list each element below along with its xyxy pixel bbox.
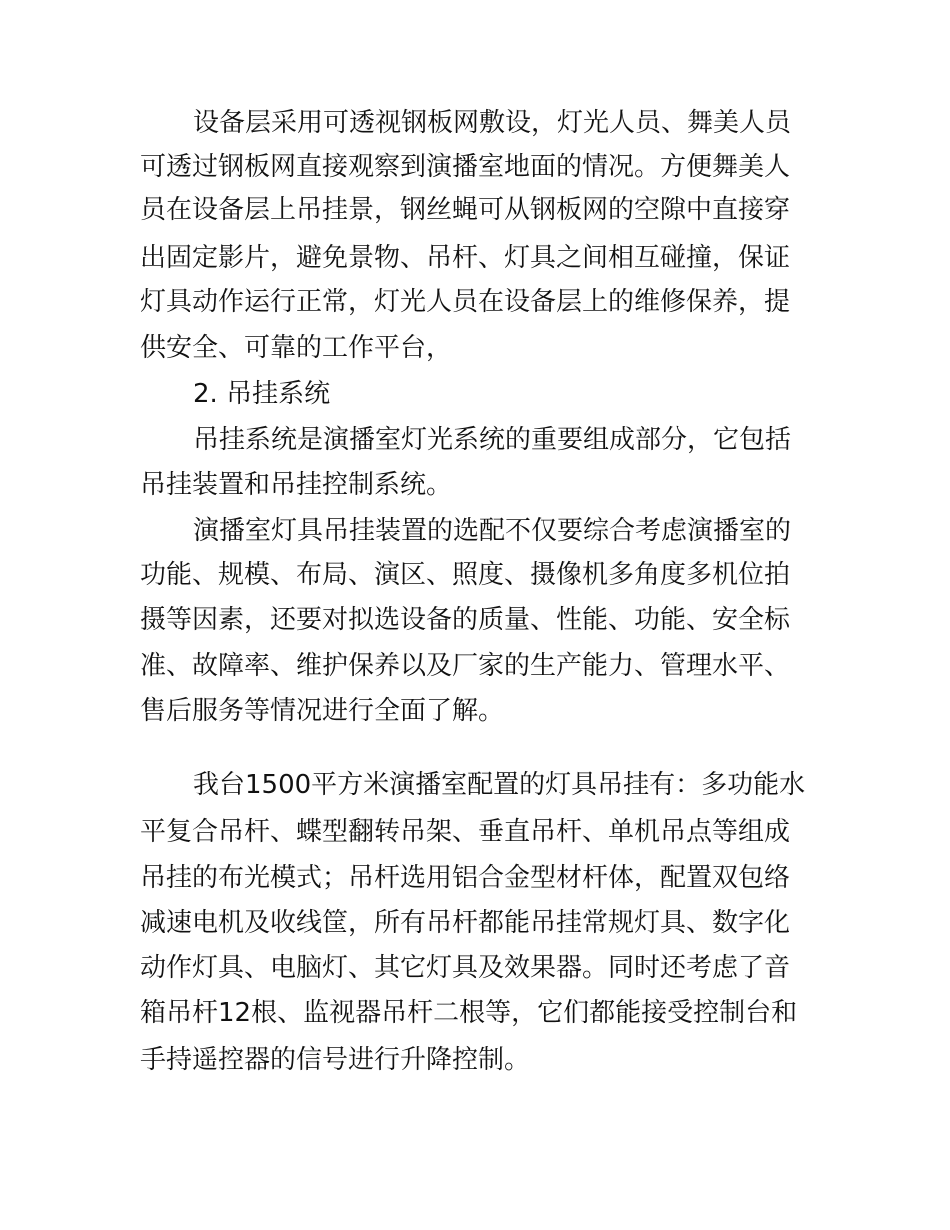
paragraph-3-line-2 [0,555,950,595]
paragraph-3-line-5 [0,691,950,731]
paragraph-4-line-2 [0,812,950,852]
text: 功能、规模、布局、演区、照度、摄像机多角度多机位拍 [140,560,791,590]
paragraph-3-line-1 [0,511,950,551]
section-heading-2 [0,374,950,414]
text: 吊挂系统是演播室灯光系统的重要组成部分，它包括 [193,425,792,455]
paragraph-4-line-6 [0,993,950,1033]
paragraph-4-line-3 [0,858,950,898]
paragraph-1-line-4 [0,238,950,278]
text: 减速电机及收线筐，所有吊杆都能吊挂常规灯具、数字化 [140,908,791,938]
text: 售后服务等情况进行全面了解。 [140,696,505,726]
text: 出固定影片，避免景物、吊杆、灯具之间相互碰撞，保证 [140,243,791,273]
paragraph-4-line-5 [0,948,950,988]
paragraph-2-line-2 [0,465,950,505]
paragraph-4-line-7 [0,1040,950,1080]
paragraph-4-line-1 [0,765,950,805]
paragraph-1-line-5 [0,282,950,322]
text: 箱吊杆12根、监视器吊杆二根等，它们都能接受控制台和 [140,998,798,1028]
text: 手持遥控器的信号进行升降控制。 [140,1045,531,1075]
paragraph-1-line-1 [0,103,950,143]
text: 吊挂装置和吊挂控制系统。 [140,470,453,500]
paragraph-1-line-2 [0,147,950,187]
text: 员在设备层上吊挂景，钢丝蝇可从钢板网的空隙中直接穿 [140,195,791,225]
text: 我台1500平方米演播室配置的灯具吊挂有：多功能水 [193,770,806,800]
text: 演播室灯具吊挂装置的选配不仅要综合考虑演播室的 [193,516,792,546]
text: 灯具动作运行正常，灯光人员在设备层上的维修保养，提 [140,287,791,317]
paragraph-1-line-3 [0,190,950,230]
text: 供安全、可靠的工作平台， [140,333,453,363]
text: 设备层采用可透视钢板网敷设，灯光人员、舞美人员 [193,108,792,138]
paragraph-2-line-1 [0,420,950,460]
text: 吊挂的布光模式；吊杆选用铝合金型材杆体，配置双包络 [140,863,791,893]
paragraph-1-line-6 [0,328,950,368]
text: 准、故障率、维护保养以及厂家的生产能力、管理水平、 [140,651,791,681]
text: 2. 吊挂系统 [193,379,331,409]
text: 平复合吊杆、蝶型翻转吊架、垂直吊杆、单机吊点等组成 [140,817,791,847]
text: 动作灯具、电脑灯、其它灯具及效果器。同时还考虑了音 [140,953,791,983]
paragraph-3-line-3 [0,600,950,640]
text: 摄等因素，还要对拟选设备的质量、性能、功能、安全标 [140,605,791,635]
paragraph-4-line-4 [0,903,950,943]
paragraph-3-line-4 [0,646,950,686]
text: 可透过钢板网直接观察到演播室地面的情况。方便舞美人 [140,152,791,182]
